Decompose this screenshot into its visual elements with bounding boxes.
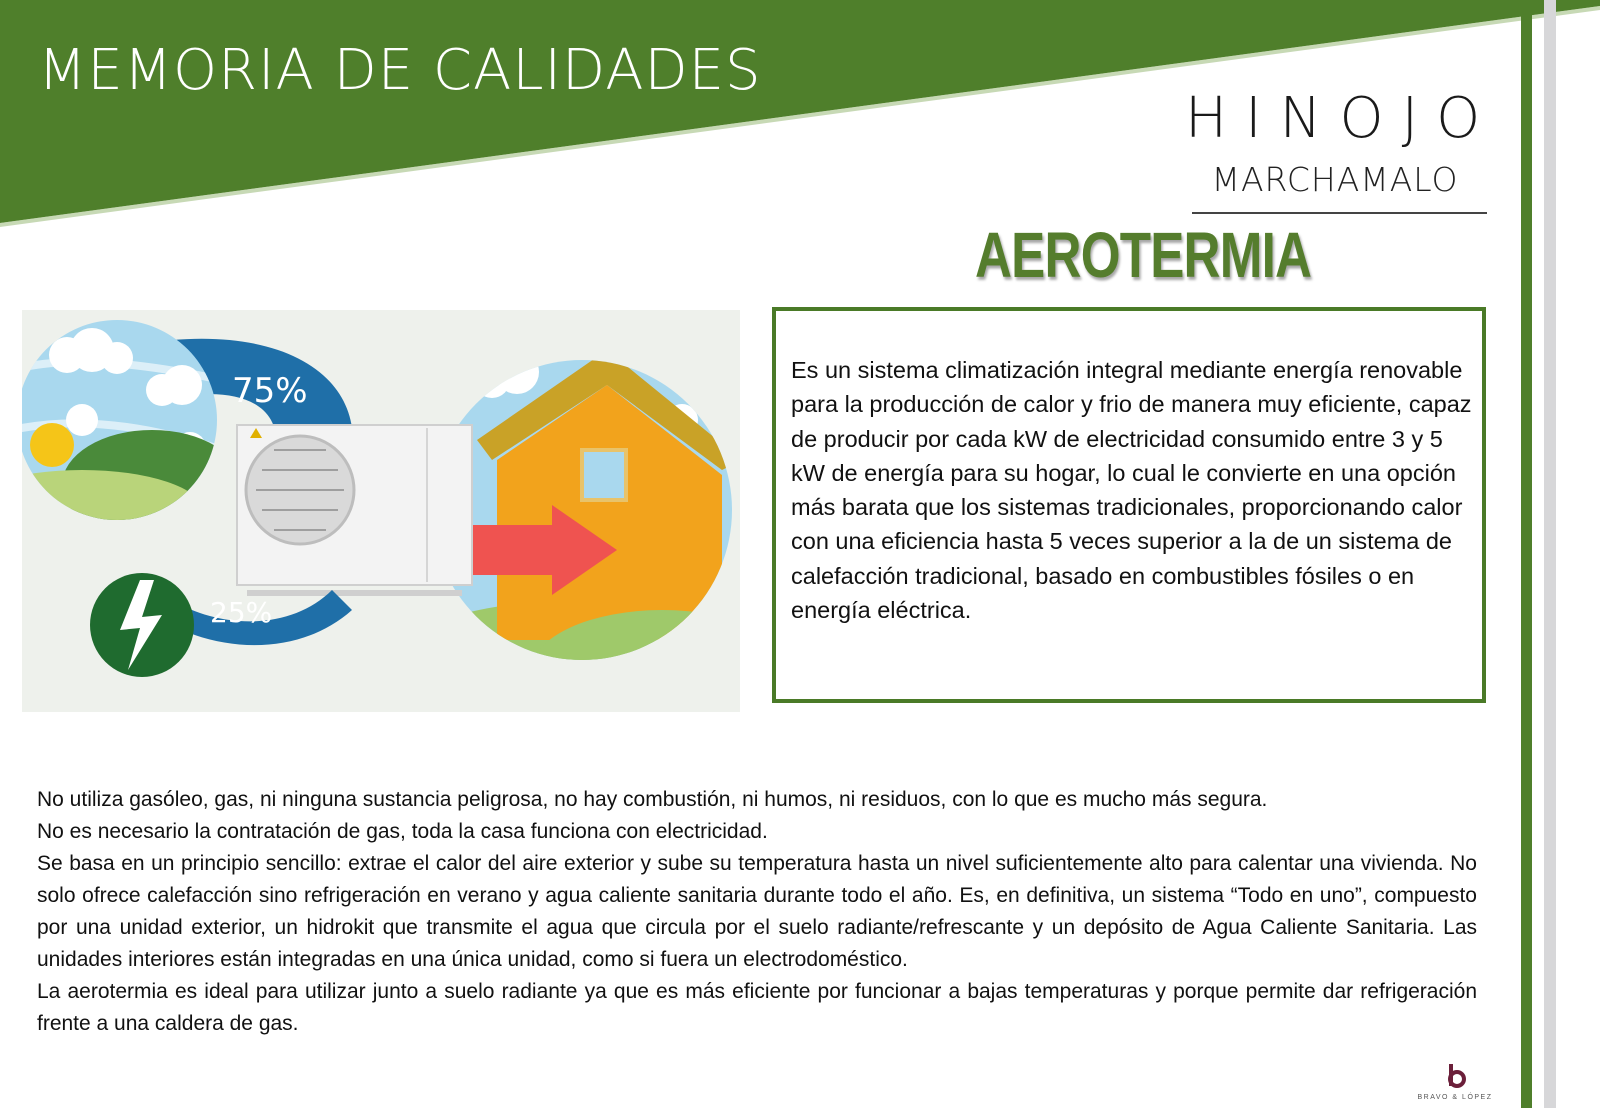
sun-icon xyxy=(30,423,74,467)
section-title: AEROTERMIA xyxy=(975,219,1312,291)
company-logo xyxy=(1415,1064,1495,1108)
electricity-icon xyxy=(90,573,194,677)
house-window xyxy=(582,450,626,500)
page-title: MEMORIA DE CALIDADES xyxy=(38,38,762,103)
body-text xyxy=(37,784,1477,1040)
body-paragraph: No utiliza gasóleo, gas, ni ninguna sustancia peligrosa, no hay combustión, ni humos, ni residuos, con lo que es mucho más segura. xyxy=(37,788,1268,811)
logo-mark-icon xyxy=(1442,1064,1468,1088)
right-accent-stripe xyxy=(1521,10,1532,1108)
aerothermal-illustration xyxy=(22,310,740,712)
electric-percent: 25% xyxy=(210,596,273,629)
logo-text: BRAVO & LÓPEZ xyxy=(1417,1094,1493,1101)
brand-divider xyxy=(1192,212,1487,214)
brand-name: HINOJO xyxy=(1185,86,1499,151)
body-paragraph: No es necesario la contratación de gas, toda la casa funciona con electricidad. xyxy=(37,820,768,843)
renewable-percent: 75% xyxy=(232,371,308,411)
body-paragraph: Se basa en un principio sencillo: extrae el calor del aire exterior y sube su temperatura hasta un nivel suficientemente alto para calentar una vivienda. No solo ofrece calefacción sino refrigeración en verano y agua caliente sanitaria durante todo el año. Es, en definitiva, un sistema “Todo en uno”, compuesto por una unidad exterior, un hidrokit que transmite el agua que circula por el suelo radiante/refrescante y un depósito de Agua Caliente Sanitaria. Las unidades interiores están integradas en una única unidad, como si fuera un electrodoméstico. xyxy=(37,852,1477,971)
heat-pump-unit xyxy=(237,425,472,596)
description-text: Es un sistema climatización integral mediante energía renovable para la producción de calor y frio de manera muy eficiente, capaz de producir por cada kW de electricidad consumido entre 3 y 5 kW de energía para su hogar, lo cual le convierte en una opción más barata que los sistemas tradicionales, proporcionando calor con una eficiencia hasta 5 veces superior a la de un sistema de calefacción tradicional, basado en combustibles fósiles o en energía eléctrica. xyxy=(791,357,1472,624)
body-paragraph: La aerotermia es ideal para utilizar junto a suelo radiante ya que es más eficiente por funcionar a bajas temperaturas y porque permite dar refrigeración frente a una caldera de gas. xyxy=(37,980,1477,1035)
right-gray-stripe xyxy=(1544,0,1556,1108)
description-box xyxy=(772,307,1486,703)
brand-location: MARCHAMALO xyxy=(1211,160,1459,199)
